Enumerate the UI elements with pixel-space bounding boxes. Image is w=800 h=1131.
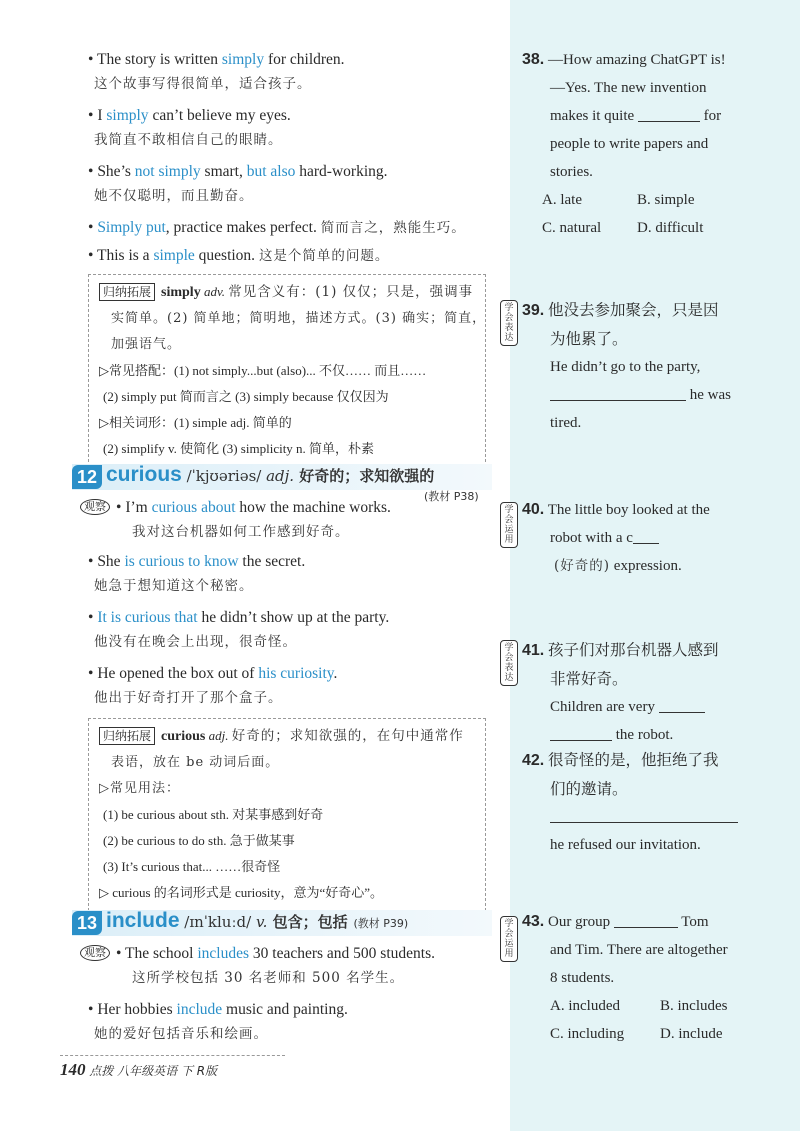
answer-blank[interactable]	[550, 725, 612, 741]
option-d[interactable]: D. difficult	[637, 220, 704, 236]
option-a[interactable]: A. late	[542, 192, 582, 208]
example-include-1: 观察 • The school includes 30 teachers and 500 students. 这所学校包括 30 名老师和 500 名学生。	[80, 942, 500, 990]
side-label: 学会表达	[500, 640, 518, 686]
summary-box-simply: 归纳拓展 simply adv. 常见含义有：(1) 仅仅；只是，强调事 实简单。(2) 简单地；简明地，描述方式。(3) 确实；简直， 加强语气。 ▷常见搭配：(1) not simply...but (also)... 不仅…… 而且…… (2) simply put 简而言之 (3) simply because 仅仅因为 ▷相关词形：(1) simple adj. 简单的 (2) simplify v. 使简化 (3) simplicity n. 简单，朴素	[88, 274, 486, 467]
example-simply-4: • Simply put, practice makes perfect. 简而言之，熟能生巧。	[88, 219, 466, 236]
summary-tag: 归纳拓展	[99, 727, 155, 745]
observe-badge: 观察	[80, 945, 110, 961]
entry-curious-header: 12 curious /ˈkjʊəriəs/ adj. 好奇的；求知欲强的	[72, 464, 492, 490]
summary-box-curious: 归纳拓展 curious adj. 好奇的；求知欲强的，在句中通常作 表语，放在 be 动词后面。 ▷常见用法： (1) be curious about sth. 对某事感到好奇 (2) be curious to do sth. 急于做某事 (3) It’s curious that... ……很奇怪 ▷ curious 的名词形式是 curiosity，意为“好奇心”。	[88, 718, 486, 911]
option-d[interactable]: D. include	[660, 1026, 723, 1042]
question-42: 42. 很奇怪的是，他拒绝了我 们的邀请。 he refused our invitation.	[522, 746, 797, 859]
answer-blank[interactable]	[633, 528, 659, 544]
question-41: 41. 孩子们对那台机器人感到 非常好奇。 Children are very the robot.	[522, 641, 719, 743]
answer-blank[interactable]	[550, 385, 686, 401]
answer-blank[interactable]	[614, 912, 678, 928]
option-a[interactable]: A. included	[550, 998, 620, 1014]
page-footer	[60, 1055, 285, 1080]
textbook-ref: (教材 P39)	[353, 917, 409, 930]
summary-tag: 归纳拓展	[99, 283, 155, 301]
book-title: 点拨 八年级英语 下 R版	[89, 1064, 218, 1078]
side-label: 学会运用	[500, 502, 518, 548]
option-b[interactable]: B. includes	[660, 998, 728, 1014]
textbook-ref: (教材 P38)	[424, 490, 479, 503]
page-number: 140	[60, 1060, 86, 1079]
option-c[interactable]: C. including	[550, 1026, 625, 1042]
example-simply-2: • I simply can’t believe my eyes. 我简直不敢相信自己的眼睛。	[88, 107, 291, 148]
side-label: 学会表达	[500, 300, 518, 346]
answer-blank[interactable]	[659, 697, 705, 713]
question-39: 39. 他没去参加聚会，只是因 为他累了。 He didn’t go to the party, he was tired.	[522, 301, 731, 431]
answer-blank[interactable]	[638, 106, 700, 122]
question-40: 40. The little boy looked at the robot with a c (好奇的) expression.	[522, 501, 710, 574]
entry-number: 12	[72, 465, 102, 489]
example-curious-1: 观察 • I’m curious about how the machine works. 我对这台机器如何工作感到好奇。	[80, 496, 500, 544]
example-curious-3: • It is curious that he didn’t show up at the party. 他没有在晚会上出现，很奇怪。	[88, 609, 390, 650]
example-curious-4: • He opened the box out of his curiosity. 他出于好奇打开了那个盒子。	[88, 665, 338, 706]
example-include-2: • Her hobbies include music and painting. 她的爱好包括音乐和绘画。	[88, 1001, 348, 1042]
example-curious-2: • She is curious to know the secret. 她急于想知道这个秘密。	[88, 553, 306, 594]
option-b[interactable]: B. simple	[637, 192, 695, 208]
answer-blank[interactable]	[550, 807, 738, 823]
question-38: 38. —How amazing ChatGPT is! —Yes. The new invention makes it quite for people to write papers and stories. A. late B. simple C. natural D. difficult	[522, 46, 797, 242]
observe-badge: 观察	[80, 499, 110, 515]
example-simply-5: • This is a simple question. 这是个简单的问题。	[88, 247, 390, 264]
question-43: 43. Our group Tom and Tim. There are altogether 8 students. A. included B. includes C. including D. include	[522, 908, 797, 1048]
example-simply-3: • She’s not simply smart, but also hard-working. 她不仅聪明，而且勤奋。	[88, 163, 388, 204]
entry-number: 13	[72, 911, 102, 935]
entry-include-header: 13 include /ɪnˈkluːd/ v. 包含；包括 (教材 P39)	[72, 910, 492, 936]
option-c[interactable]: C. natural	[542, 220, 602, 236]
side-label: 学会运用	[500, 916, 518, 962]
example-simply-1: • The story is written simply for children. 这个故事写得很简单，适合孩子。	[88, 51, 345, 92]
